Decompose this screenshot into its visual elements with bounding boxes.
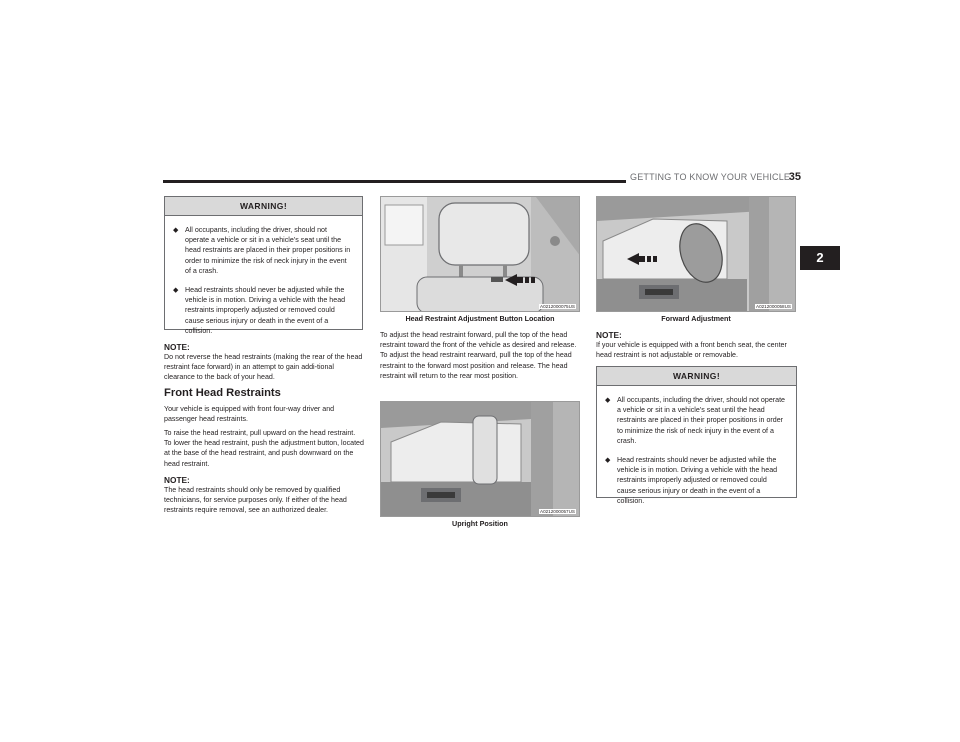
head-restraint-illustration	[381, 197, 580, 312]
body-paragraph: Your vehicle is equipped with front four-way driver and passenger head restraints.	[164, 405, 335, 424]
bullet-icon: ◆	[605, 457, 611, 465]
note-label: NOTE:	[596, 330, 622, 340]
warning-box-left	[164, 196, 363, 335]
bullet-icon: ◆	[605, 397, 611, 404]
note-label: NOTE:	[164, 475, 190, 485]
note-text: The head restraints should only be removed by qualified technicians, for service purposes only. If either of the head restraints require removal, see an authorized dealer.	[164, 486, 347, 515]
section-heading: Front Head Restraints	[164, 387, 281, 399]
figure-caption: Head Restraint Adjustment Button Location	[405, 314, 555, 323]
warning-item: ◆ Head restraints should never be adjusted while the vehicle is in motion. Driving a vehicle with the head restraints improperly adjusted or removed could cause serious injury or death in the event of a collision.	[605, 456, 778, 505]
warning-item: ◆ All occupants, including the driver, should not operate a vehicle or sit in a vehicle’s seat until the head restraints are placed in their proper positions in order to minimize the risk of neck injury in the event of a crash.	[605, 396, 785, 445]
figure-caption: Forward Adjustment	[661, 314, 731, 323]
note-text: If your vehicle is equipped with a front bench seat, the center head restraint is not adjustable or removable.	[596, 341, 787, 360]
figure-code: A0212000058US	[756, 304, 791, 309]
figure-head-restraint-button	[380, 196, 580, 312]
warning-list	[165, 216, 362, 349]
chapter-tab: 2	[800, 246, 840, 270]
running-header-title: GETTING TO KNOW YOUR VEHICLE	[630, 172, 791, 182]
warning-item: ◆ Head restraints should never be adjusted while the vehicle is in motion. Driving a vehicle with the head restraints improperly adjusted or removed could cause serious injury or death in the event of a collision.	[173, 286, 346, 335]
warning-title: WARNING!	[165, 197, 362, 216]
figure-upright-position	[380, 401, 580, 517]
note-label: NOTE:	[164, 342, 190, 352]
figure-forward-adjustment	[596, 196, 796, 312]
warning-list	[597, 386, 796, 519]
figure-caption: Upright Position	[452, 519, 508, 528]
body-paragraph: To adjust the head restraint forward, pull the top of the head restraint toward the front of the vehicle as desired and release. To adjust the head restraint rearward, pull the top of the head restraint to the forward most position and release. The head restraint will return to the rear most position.	[380, 331, 577, 380]
body-paragraph: To raise the head restraint, pull upward on the head restraint. To lower the head restraint, push the adjustment button, located at the base of the head restraint, and push downward on the head restraint.	[164, 429, 364, 468]
warning-box-right	[596, 366, 797, 505]
warning-title: WARNING!	[597, 367, 796, 386]
upright-position-illustration	[381, 402, 580, 517]
bullet-icon: ◆	[173, 227, 179, 234]
figure-code: A0212000057US	[540, 509, 575, 514]
note-text: Do not reverse the head restraints (making the rear of the head restraint face forward) in an attempt to gain addi-tional clearance to the back of your head.	[164, 353, 363, 382]
bullet-icon: ◆	[173, 287, 179, 295]
warning-item: ◆ All occupants, including the driver, should not operate a vehicle or sit in a vehicle’s seat until the head restraints are placed in their proper positions in order to minimize the risk of neck injury in the event of a crash.	[173, 226, 351, 275]
figure-code: A0212000075US	[540, 304, 575, 309]
page-number: 35	[788, 171, 801, 183]
running-header	[626, 172, 801, 186]
forward-adjustment-illustration	[597, 197, 796, 312]
